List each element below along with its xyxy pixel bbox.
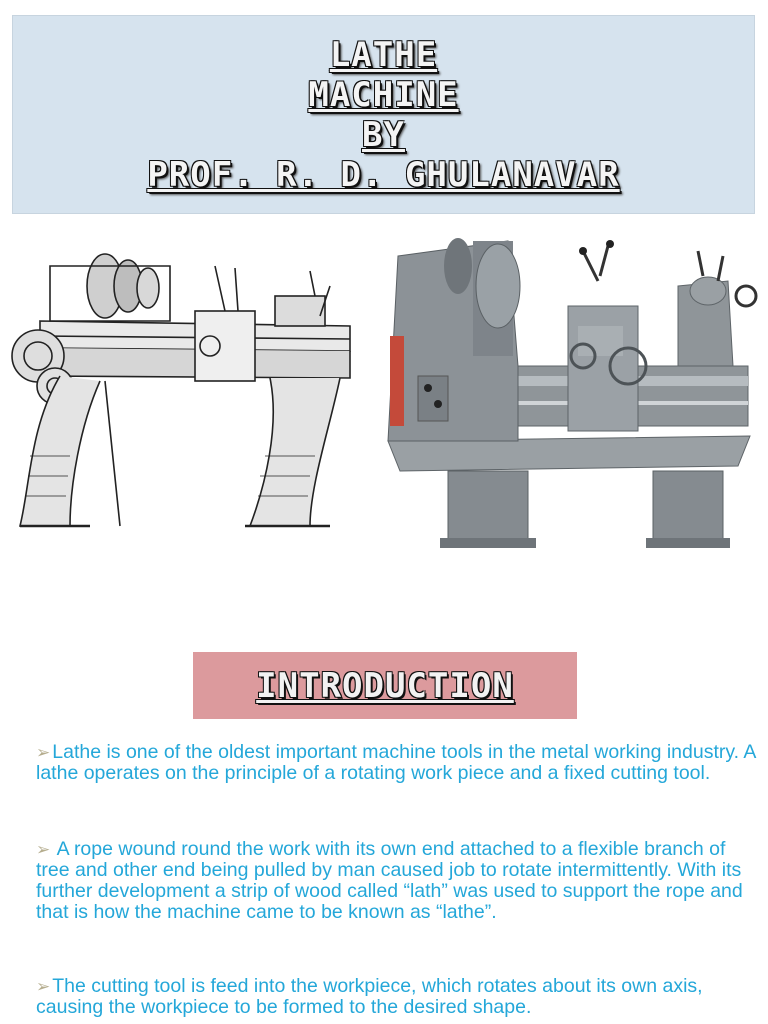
title-line-2: MACHINE [308, 74, 459, 115]
antique-lathe-engraving [10, 226, 360, 556]
arrow-bullet-icon: ➢ [36, 840, 51, 859]
images-row [10, 226, 758, 556]
paragraph-1 [36, 742, 756, 784]
introduction-heading: INTRODUCTION [256, 665, 514, 706]
modern-lathe-photo [378, 226, 758, 556]
paragraph-3 [36, 976, 756, 1018]
arrow-bullet-icon: ➢ [36, 743, 51, 762]
paragraph-2 [36, 839, 756, 923]
arrow-bullet-icon: ➢ [36, 977, 51, 996]
paragraph-2-text: A rope wound round the work with its own end attached to a flexible branch of tree and other end being pulled by man caused job to rotate intermittently. With its further development a strip of wood called “lath” was used to support the rope and that is how the machine came to be known as “lathe”. [36, 838, 743, 923]
title-line-3: BY [362, 114, 405, 155]
paragraph-1-text: Lathe is one of the oldest important machine tools in the metal working industry. A lathe operates on the principle of a rotating work piece and a fixed cutting tool. [36, 741, 756, 784]
title-banner [12, 15, 755, 214]
title-line-1: LATHE [329, 34, 438, 75]
paragraph-3-text: The cutting tool is feed into the workpiece, which rotates about its own axis, causing the workpiece to be formed to the desired shape. [36, 975, 703, 1018]
title-line-4: PROF. R. D. GHULANAVAR [147, 154, 620, 195]
introduction-heading-box [193, 652, 577, 719]
